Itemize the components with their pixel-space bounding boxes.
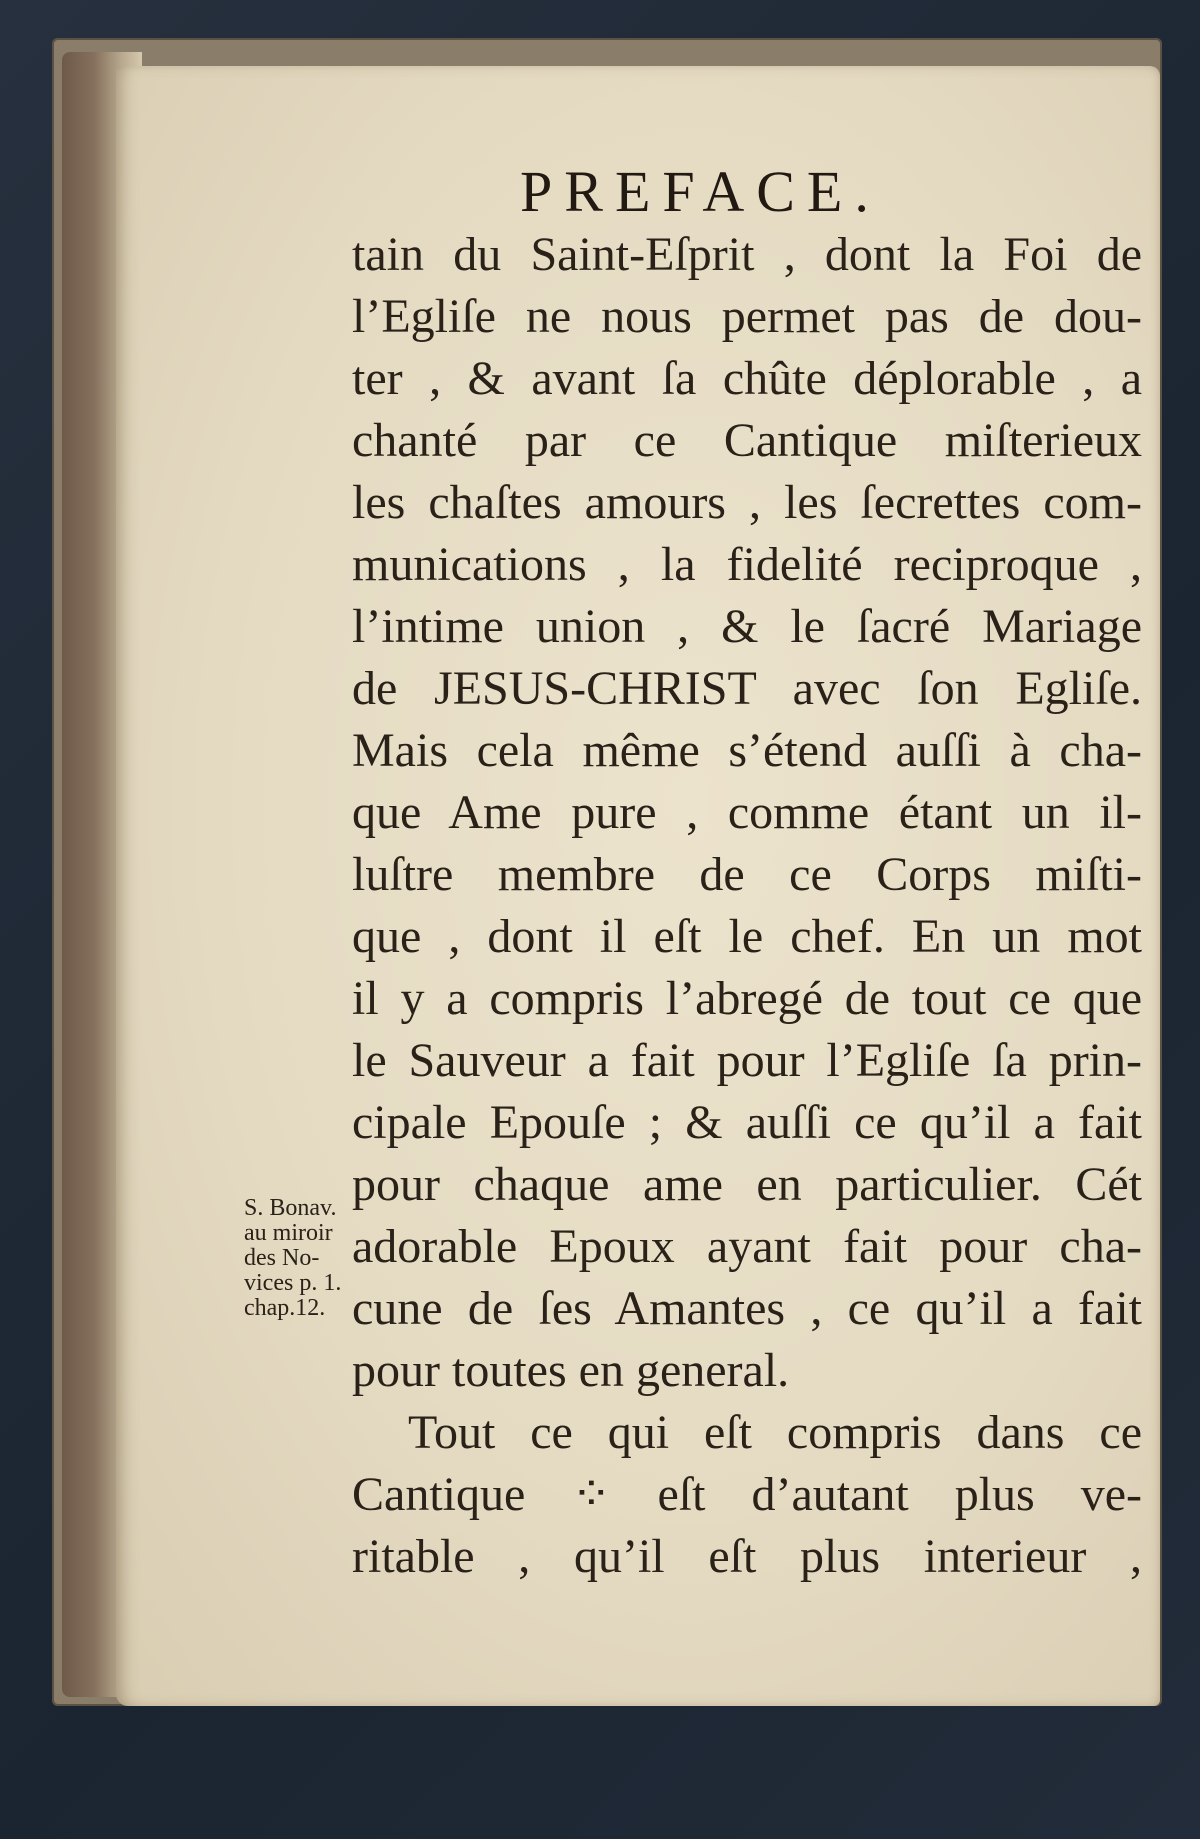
margin-note	[244, 1196, 372, 1321]
margin-note-line-2: au miroir	[244, 1220, 333, 1246]
text-line-10: que Ame pure , comme étant un il-	[352, 786, 1142, 839]
text-line-12: que , dont il eſt le chef. En un mot	[352, 910, 1142, 963]
text-line-16: pour chaque ame en particulier. Cét	[352, 1158, 1142, 1211]
margin-note-line-4: vices p. 1.	[244, 1270, 342, 1296]
text-line-19: pour toutes en general.	[352, 1344, 790, 1397]
text-line-13: il y a compris l’abregé de tout ce que	[352, 972, 1142, 1025]
text-line-1: tain du Saint-Eſprit , dont la Foi de	[352, 228, 1142, 281]
text-line-20: Tout ce qui eſt compris dans ce	[408, 1406, 1142, 1459]
text-line-5: les chaſtes amours , les ſecrettes com-	[352, 476, 1142, 529]
running-header: PREFACE.	[520, 159, 881, 224]
text-line-9: Mais cela même s’étend auſſi à cha-	[352, 724, 1142, 777]
text-line-21: Cantique ⁘ eſt d’autant plus ve-	[352, 1468, 1142, 1521]
text-line-2: l’Egliſe ne nous permet pas de dou-	[352, 290, 1142, 343]
margin-note-line-1: S. Bonav.	[244, 1195, 337, 1221]
text-line-22: ritable , qu’il eſt plus interieur ,	[352, 1530, 1142, 1583]
text-line-3: ter , & avant ſa chûte déplorable , a	[352, 352, 1142, 405]
text-line-17: adorable Epoux ayant fait pour cha-	[352, 1220, 1142, 1273]
text-line-4: chanté par ce Cantique miſterieux	[352, 414, 1142, 467]
text-line-15: cipale Epouſe ; & auſſi ce qu’il a fait	[352, 1096, 1142, 1149]
text-line-8: de JESUS-CHRIST avec ſon Egliſe.	[352, 662, 1142, 715]
page-body-text	[352, 224, 1142, 1588]
text-line-14: le Sauveur a fait pour l’Egliſe ſa prin-	[352, 1034, 1142, 1087]
text-line-6: munications , la fidelité reciproque ,	[352, 538, 1142, 591]
margin-note-line-3: des No-	[244, 1245, 320, 1271]
text-line-7: l’intime union , & le ſacré Mariage	[352, 600, 1142, 653]
text-line-11: luſtre membre de ce Corps miſti-	[352, 848, 1142, 901]
text-line-18: cune de ſes Amantes , ce qu’il a fait	[352, 1282, 1142, 1335]
margin-note-line-5: chap.12.	[244, 1295, 326, 1321]
